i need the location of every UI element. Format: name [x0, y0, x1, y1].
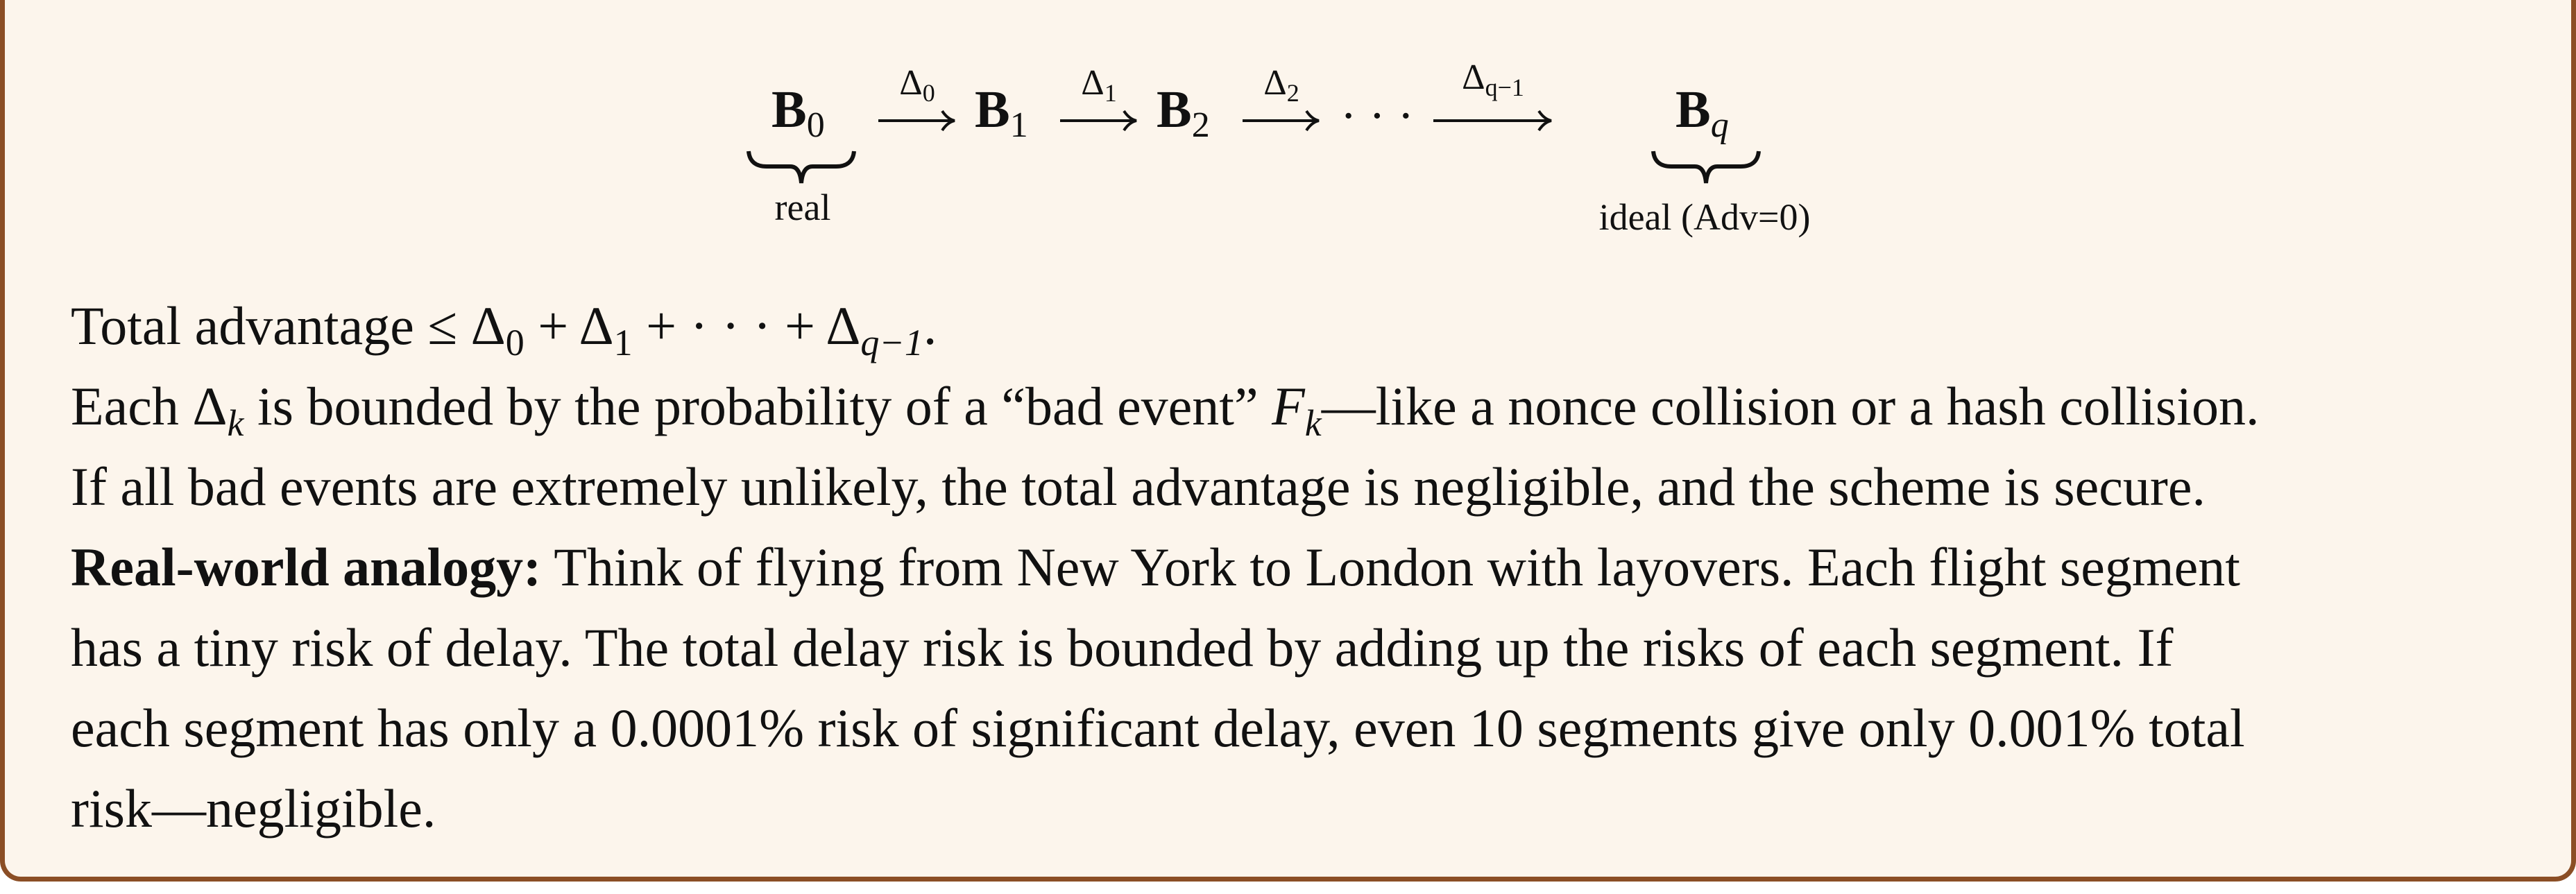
node-b2: $B_2$ [1157, 80, 1210, 145]
ellipsis: ··· [1340, 89, 1426, 143]
right-arrow-icon [1240, 107, 1323, 135]
analogy-line-1: Real-world analogy: Think of flying from New York to London with layovers. Each flight segment [71, 537, 2240, 597]
right-arrow-icon [1057, 107, 1141, 135]
analogy-line-3: each segment has only a 0.0001% risk of significant delay, even 10 segments give only 0.001% total [71, 698, 2245, 758]
node-b0: $B_0$ [771, 80, 825, 145]
arrow-delta-1: $\Delta_1$ [1057, 62, 1141, 139]
each-delta-line: Each $\Delta_k$ is bounded by the probability of a “bad event” $F_k—like$ a nonce collision or a hash collision. [71, 376, 2260, 444]
underbrace-real-icon [746, 147, 857, 189]
label-ideal: ideal (Adv=0) [1598, 196, 1811, 238]
node-bq: $B_q$ [1675, 80, 1729, 145]
bad-events-line: If all bad events are extremely unlikely, the total advantage is negligible, and the scheme is secure. [71, 456, 2206, 517]
right-arrow-icon [876, 107, 959, 135]
analogy-line-4: risk—negligible. [71, 778, 436, 839]
analogy-label: Real-world analogy: [71, 537, 542, 597]
right-arrow-icon [1431, 107, 1555, 135]
node-b1: $B_1$ [975, 80, 1028, 145]
analogy-line-2: has a tiny risk of delay. The total delay risk is bounded by adding up the risks of each segment. If [71, 617, 2174, 678]
label-real: real [774, 187, 831, 228]
arrow-delta-q-1: $\Delta_{q-1}$ [1431, 57, 1555, 139]
underbrace-ideal-icon [1650, 147, 1762, 189]
hybrid-chain-diagram [5, 0, 2571, 277]
total-advantage-line: Total advantage ≤ $\Delta_0 + \Delta_1$ + · · · + $\Delta_{q-1}$. [71, 295, 937, 363]
arrow-delta-0: $\Delta_0$ [876, 62, 959, 139]
arrow-delta-2: $\Delta_2$ [1240, 62, 1323, 139]
